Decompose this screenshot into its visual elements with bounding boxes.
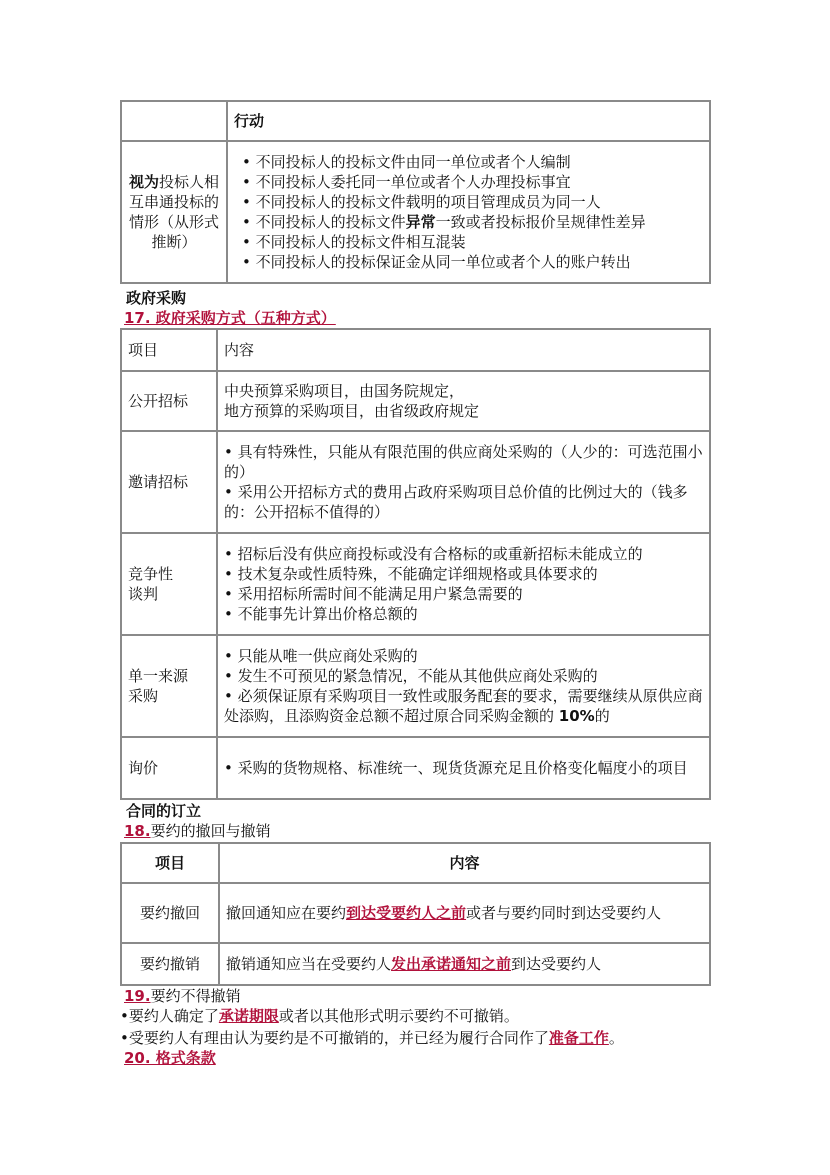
offer-revocation-table bbox=[120, 842, 711, 986]
row-name: 公开招标 bbox=[121, 371, 217, 431]
row-name: 要约撤销 bbox=[121, 943, 219, 985]
table-row bbox=[121, 635, 710, 737]
table-row bbox=[121, 101, 710, 141]
row-name: 邀请招标 bbox=[121, 431, 217, 533]
row-name: 竞争性 谈判 bbox=[121, 533, 217, 635]
row-content: 中央预算采购项目，由国务院规定， 地方预算的采购项目，由省级政府规定 bbox=[217, 371, 710, 431]
collusion-label bbox=[121, 141, 227, 283]
heading-18: 18.要约的撤回与撤销 bbox=[124, 822, 271, 840]
paragraph-19-2: •受要约人有理由认为要约是不可撤销的，并已经为履行合同作了准备工作。 bbox=[120, 1029, 624, 1047]
row-content: 撤销通知应当在受要约人发出承诺通知之前到达受要约人 bbox=[219, 943, 710, 985]
list-item: • 不同投标人的投标文件异常一致或者投标报价呈规律性差异 bbox=[242, 213, 646, 231]
heading-17: 17. 政府采购方式（五种方式） bbox=[124, 309, 336, 327]
table-row bbox=[121, 371, 710, 431]
list-item: • 不同投标人委托同一单位或者个人办理投标事宜 bbox=[242, 173, 571, 191]
row-content: • 只能从唯一供应商处采购的 • 发生不可预见的紧急情况，不能从其他供应商处采购的 • 必须保证原有采购项目一致性或服务配套的要求，需要继续从原供应商处添购，且添购资金总额不超过原合同采购金额的 10%的 bbox=[217, 635, 710, 737]
procurement-methods-table bbox=[120, 328, 711, 800]
label-text: 投标人相互串通投标的情形（从形式推断） bbox=[128, 173, 220, 251]
table-row bbox=[121, 943, 710, 985]
row-content: • 招标后没有供应商投标或没有合格标的或重新招标未能成立的 • 技术复杂或性质特殊，不能确定详细规格或具体要求的 • 采用招标所需时间不能满足用户紧急需要的 • 不能事先计算出价格总额的 bbox=[217, 533, 710, 635]
header-content: 内容 bbox=[217, 329, 710, 371]
table-row bbox=[121, 737, 710, 799]
header-content: 内容 bbox=[219, 843, 710, 883]
table-row bbox=[121, 533, 710, 635]
list-item: • 不同投标人的投标保证金从同一单位或者个人的账户转出 bbox=[242, 253, 631, 271]
header-item: 项目 bbox=[121, 329, 217, 371]
bold-label: 视为 bbox=[128, 173, 159, 191]
table-row bbox=[121, 431, 710, 533]
table-row bbox=[121, 883, 710, 943]
table-row bbox=[121, 329, 710, 371]
collusion-table bbox=[120, 100, 711, 284]
row-content: • 采购的货物规格、标准统一、现货货源充足且价格变化幅度小的项目 bbox=[217, 737, 710, 799]
heading-20: 20. 格式条款 bbox=[124, 1049, 216, 1067]
section-title-contract: 合同的订立 bbox=[126, 802, 202, 820]
table-row bbox=[121, 141, 710, 283]
row-content: • 具有特殊性，只能从有限范围的供应商处采购的（人少的：可选范围小的） • 采用公开招标方式的费用占政府采购项目总价值的比例过大的（钱多的：公开招标不值得的） bbox=[217, 431, 710, 533]
list-item: • 不同投标人的投标文件相互混装 bbox=[242, 233, 466, 251]
header-item: 项目 bbox=[121, 843, 219, 883]
paragraph-19-1: •要约人确定了承诺期限或者以其他形式明示要约不可撤销。 bbox=[120, 1007, 519, 1025]
action-header: 行动 bbox=[227, 101, 710, 141]
table-cell bbox=[121, 101, 227, 141]
heading-19: 19.要约不得撤销 bbox=[124, 987, 241, 1005]
row-name: 要约撤回 bbox=[121, 883, 219, 943]
row-name: 单一来源 采购 bbox=[121, 635, 217, 737]
list-item: • 不同投标人的投标文件载明的项目管理成员为同一人 bbox=[242, 193, 601, 211]
row-name: 询价 bbox=[121, 737, 217, 799]
row-content: 撤回通知应在要约到达受要约人之前或者与要约同时到达受要约人 bbox=[219, 883, 710, 943]
list-item: • 不同投标人的投标文件由同一单位或者个人编制 bbox=[242, 153, 571, 171]
section-title-procurement: 政府采购 bbox=[126, 289, 187, 307]
table-row bbox=[121, 843, 710, 883]
collusion-items bbox=[227, 141, 710, 283]
